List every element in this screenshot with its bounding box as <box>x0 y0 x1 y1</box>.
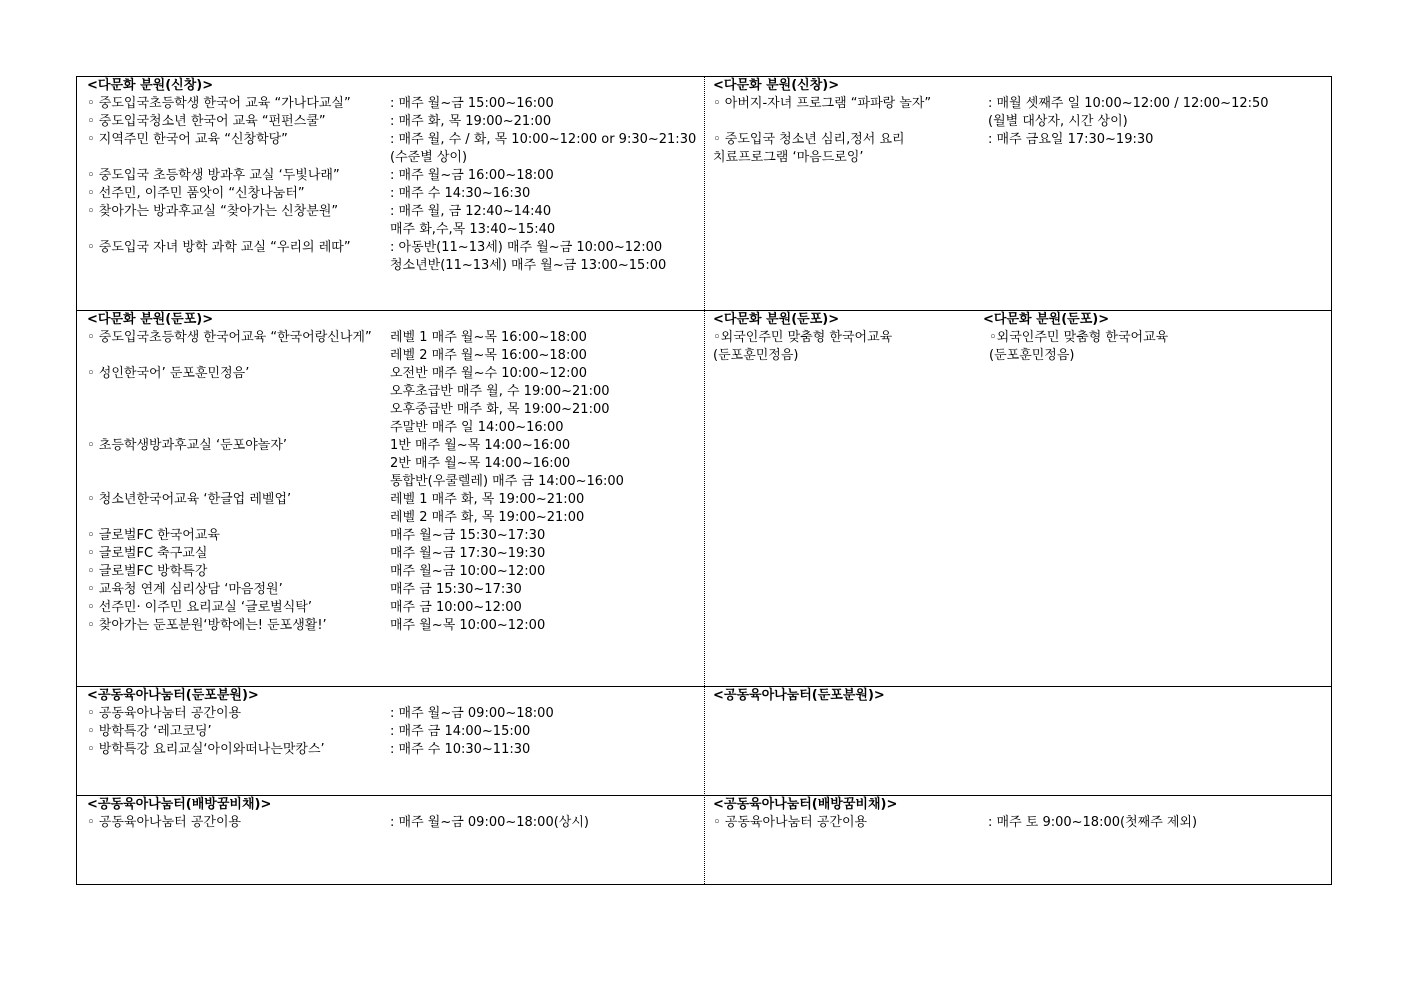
program-schedule: 매주 금 15:30~17:30 <box>390 582 522 597</box>
schedule-row <box>713 814 1328 832</box>
program-name: ◦ 성인한국어’ 둔포훈민정음’ <box>87 366 250 381</box>
program-name: ◦ 방학특강 ‘레고코딩’ <box>87 724 212 739</box>
program-schedule: 1반 매주 월~목 14:00~16:00 <box>390 438 571 453</box>
schedule-row <box>713 113 1328 131</box>
schedule-row <box>87 149 700 167</box>
cell-sinchang-left <box>77 77 704 310</box>
program-schedule: 청소년반(11~13세) 매주 월~금 13:00~15:00 <box>390 258 667 273</box>
schedule-row <box>87 221 700 239</box>
program-name: ◦ 글로벌FC 방학특강 <box>87 564 208 579</box>
program-schedule: 레벨 1 매주 화, 목 19:00~21:00 <box>390 492 585 507</box>
program-schedule: : 매주 월~금 15:00~16:00 <box>390 96 554 111</box>
program-schedule: : 매주 월~금 09:00~18:00(상시) <box>390 815 589 830</box>
schedule-row <box>87 599 700 617</box>
program-schedule: 주말반 매주 일 14:00~16:00 <box>390 420 564 435</box>
section-title: <공동육아나눔터(둔포분원)> <box>713 688 885 703</box>
schedule-row <box>87 95 700 113</box>
program-name: ◦ 중도입국청소년 한국어 교육 “펀펀스쿨” <box>87 114 326 129</box>
schedule-row <box>87 347 700 365</box>
program-schedule: : 매주 금 14:00~15:00 <box>390 724 531 739</box>
program-name: ◦ 초등학생방과후교실 ‘둔포야놀자’ <box>87 438 288 453</box>
program-schedule: : 매주 수 14:30~16:30 <box>390 186 531 201</box>
schedule-row <box>87 185 700 203</box>
schedule-row <box>87 437 700 455</box>
cell-sinchang-right <box>705 77 1332 310</box>
section-title: <공동육아나눔터(둔포분원)> <box>87 688 259 703</box>
program-schedule: (수준별 상이) <box>390 150 468 165</box>
program-name: ◦ 중도입국 초등학생 방과후 교실 ‘두빛나래” <box>87 168 340 183</box>
program-schedule: 매주 화,수,목 13:40~15:40 <box>390 222 556 237</box>
section-title: <공동육아나눔터(배방꿈비채)> <box>713 797 898 812</box>
schedule-row <box>87 257 700 275</box>
program-schedule: 오전반 매주 월~수 10:00~12:00 <box>390 366 588 381</box>
program-schedule: 레벨 1 매주 월~목 16:00~18:00 <box>390 330 587 345</box>
program-schedule: 매주 금 10:00~12:00 <box>390 600 522 615</box>
program-name: ◦ 지역주민 한국어 교육 “신창학당” <box>87 132 288 147</box>
program-schedule: 레벨 2 매주 월~목 16:00~18:00 <box>390 348 587 363</box>
program-name: ◦ 중도입국초등학생 한국어 교육 “가나다교실” <box>87 96 351 111</box>
schedule-row <box>87 203 700 221</box>
program-schedule: 통합반(우쿨렐레) 매주 금 14:00~16:00 <box>390 474 624 489</box>
program-schedule: : 아동반(11~13세) 매주 월~금 10:00~12:00 <box>390 240 663 255</box>
program-name: ◦ 아버지-자녀 프로그램 “파파랑 놀자” <box>713 96 932 111</box>
schedule-row <box>87 167 700 185</box>
schedule-table <box>76 76 1332 885</box>
schedule-row <box>87 509 700 527</box>
schedule-row <box>87 383 700 401</box>
program-name: ◦ 찾아가는 방과후교실 “찾아가는 신창분원” <box>87 204 339 219</box>
program-schedule: (월별 대상자, 시간 상이) <box>988 114 1128 129</box>
program-name: ◦ 공동육아나눔터 공간이용 <box>87 815 242 830</box>
schedule-row <box>713 347 1328 365</box>
program-name: ◦ 중도입국 자녀 방학 과학 교실 “우리의 레따” <box>87 240 351 255</box>
schedule-row <box>87 581 700 599</box>
program-schedule: 오후초급반 매주 월, 수 19:00~21:00 <box>390 384 610 399</box>
program-schedule: : 매주 월, 수 / 화, 목 10:00~12:00 or 9:30~21:30 <box>390 132 697 147</box>
program-schedule: 레벨 2 매주 화, 목 19:00~21:00 <box>390 510 585 525</box>
schedule-row <box>713 95 1328 113</box>
section-title: <공동육아나눔터(배방꿈비채)> <box>87 797 272 812</box>
program-name: ◦ 방학특강 요리교실‘아이와떠나는맛캉스’ <box>87 742 325 757</box>
program-name: ◦ 공동육아나눔터 공간이용 <box>87 706 242 721</box>
program-name: ◦ 선주민· 이주민 요리교실 ‘글로벌식탁’ <box>87 600 312 615</box>
cell-childcare-baebang-left <box>77 796 704 884</box>
program-schedule: : 매주 월~금 09:00~18:00 <box>390 706 554 721</box>
program-name: ◦ 중도입국초등학생 한국어교육 “한국어랑신나게” <box>87 330 372 345</box>
program-schedule: (둔포훈민정음) <box>989 348 1075 363</box>
section-title: <다문화 분원(둔포)> <box>713 312 840 327</box>
program-schedule: 오후중급반 매주 화, 목 19:00~21:00 <box>390 402 610 417</box>
section-title: <다문화 분원(둔포)> <box>87 312 214 327</box>
schedule-row <box>87 617 700 635</box>
program-name: (둔포훈민정음) <box>713 348 799 363</box>
section-title-2: <다문화 분원(둔포)> <box>983 312 1110 327</box>
cell-childcare-baebang-right <box>705 796 1332 884</box>
program-name: ◦ 선주민, 이주민 품앗이 “신창나눔터” <box>87 186 305 201</box>
program-schedule: : 매주 월, 금 12:40~14:40 <box>390 204 552 219</box>
schedule-row <box>87 365 700 383</box>
schedule-row <box>713 149 1328 167</box>
program-schedule: 매주 월~금 10:00~12:00 <box>390 564 546 579</box>
schedule-row <box>87 401 700 419</box>
schedule-row <box>87 741 700 759</box>
program-schedule: : 매주 화, 목 19:00~21:00 <box>390 114 552 129</box>
program-name: 치료프로그램 ‘마음드로잉’ <box>713 150 864 165</box>
schedule-row <box>87 723 700 741</box>
schedule-row <box>87 814 700 832</box>
schedule-row <box>87 473 700 491</box>
schedule-row <box>87 455 700 473</box>
program-schedule: : 매월 셋째주 일 10:00~12:00 / 12:00~12:50 <box>988 96 1269 111</box>
program-schedule: 매주 월~목 10:00~12:00 <box>390 618 546 633</box>
schedule-row <box>87 239 700 257</box>
program-schedule: 매주 월~금 15:30~17:30 <box>390 528 546 543</box>
schedule-row <box>87 705 700 723</box>
program-schedule: ◦외국인주민 맞춤형 한국어교육 <box>989 330 1169 345</box>
schedule-row <box>87 329 700 347</box>
cell-childcare-dunpo-right <box>705 687 1332 795</box>
section-title: <다문화 분원(신창)> <box>87 78 214 93</box>
program-schedule: : 매주 수 10:30~11:30 <box>390 742 531 757</box>
program-schedule: 2반 매주 월~목 14:00~16:00 <box>390 456 571 471</box>
program-schedule: : 매주 토 9:00~18:00(첫째주 제외) <box>988 815 1198 830</box>
program-schedule: 매주 월~금 17:30~19:30 <box>390 546 546 561</box>
program-schedule: : 매주 월~금 16:00~18:00 <box>390 168 554 183</box>
schedule-row <box>87 527 700 545</box>
section-title: <다문화 분원(신창)> <box>713 78 840 93</box>
schedule-row <box>87 563 700 581</box>
schedule-row <box>87 131 700 149</box>
program-schedule: : 매주 금요일 17:30~19:30 <box>988 132 1154 147</box>
cell-childcare-dunpo-left <box>77 687 704 795</box>
program-name: ◦외국인주민 맞춤형 한국어교육 <box>713 330 893 345</box>
schedule-row <box>713 131 1328 149</box>
schedule-row <box>713 329 1328 347</box>
cell-dunpo-left <box>77 311 704 686</box>
schedule-row <box>87 545 700 563</box>
schedule-row <box>87 419 700 437</box>
cell-dunpo-right <box>705 311 1332 686</box>
program-name: ◦ 중도입국 청소년 심리,정서 요리 <box>713 132 905 147</box>
program-name: ◦ 청소년한국어교육 ‘한글업 레벨업’ <box>87 492 292 507</box>
program-name: ◦ 글로벌FC 한국어교육 <box>87 528 220 543</box>
schedule-row <box>87 113 700 131</box>
program-name: ◦ 공동육아나눔터 공간이용 <box>713 815 868 830</box>
program-name: ◦ 찾아가는 둔포분원‘방학에는! 둔포생활!’ <box>87 618 327 633</box>
schedule-row <box>87 491 700 509</box>
program-name: ◦ 교육청 연계 심리상담 ‘마음정원’ <box>87 582 283 597</box>
program-name: ◦ 글로벌FC 축구교실 <box>87 546 208 561</box>
